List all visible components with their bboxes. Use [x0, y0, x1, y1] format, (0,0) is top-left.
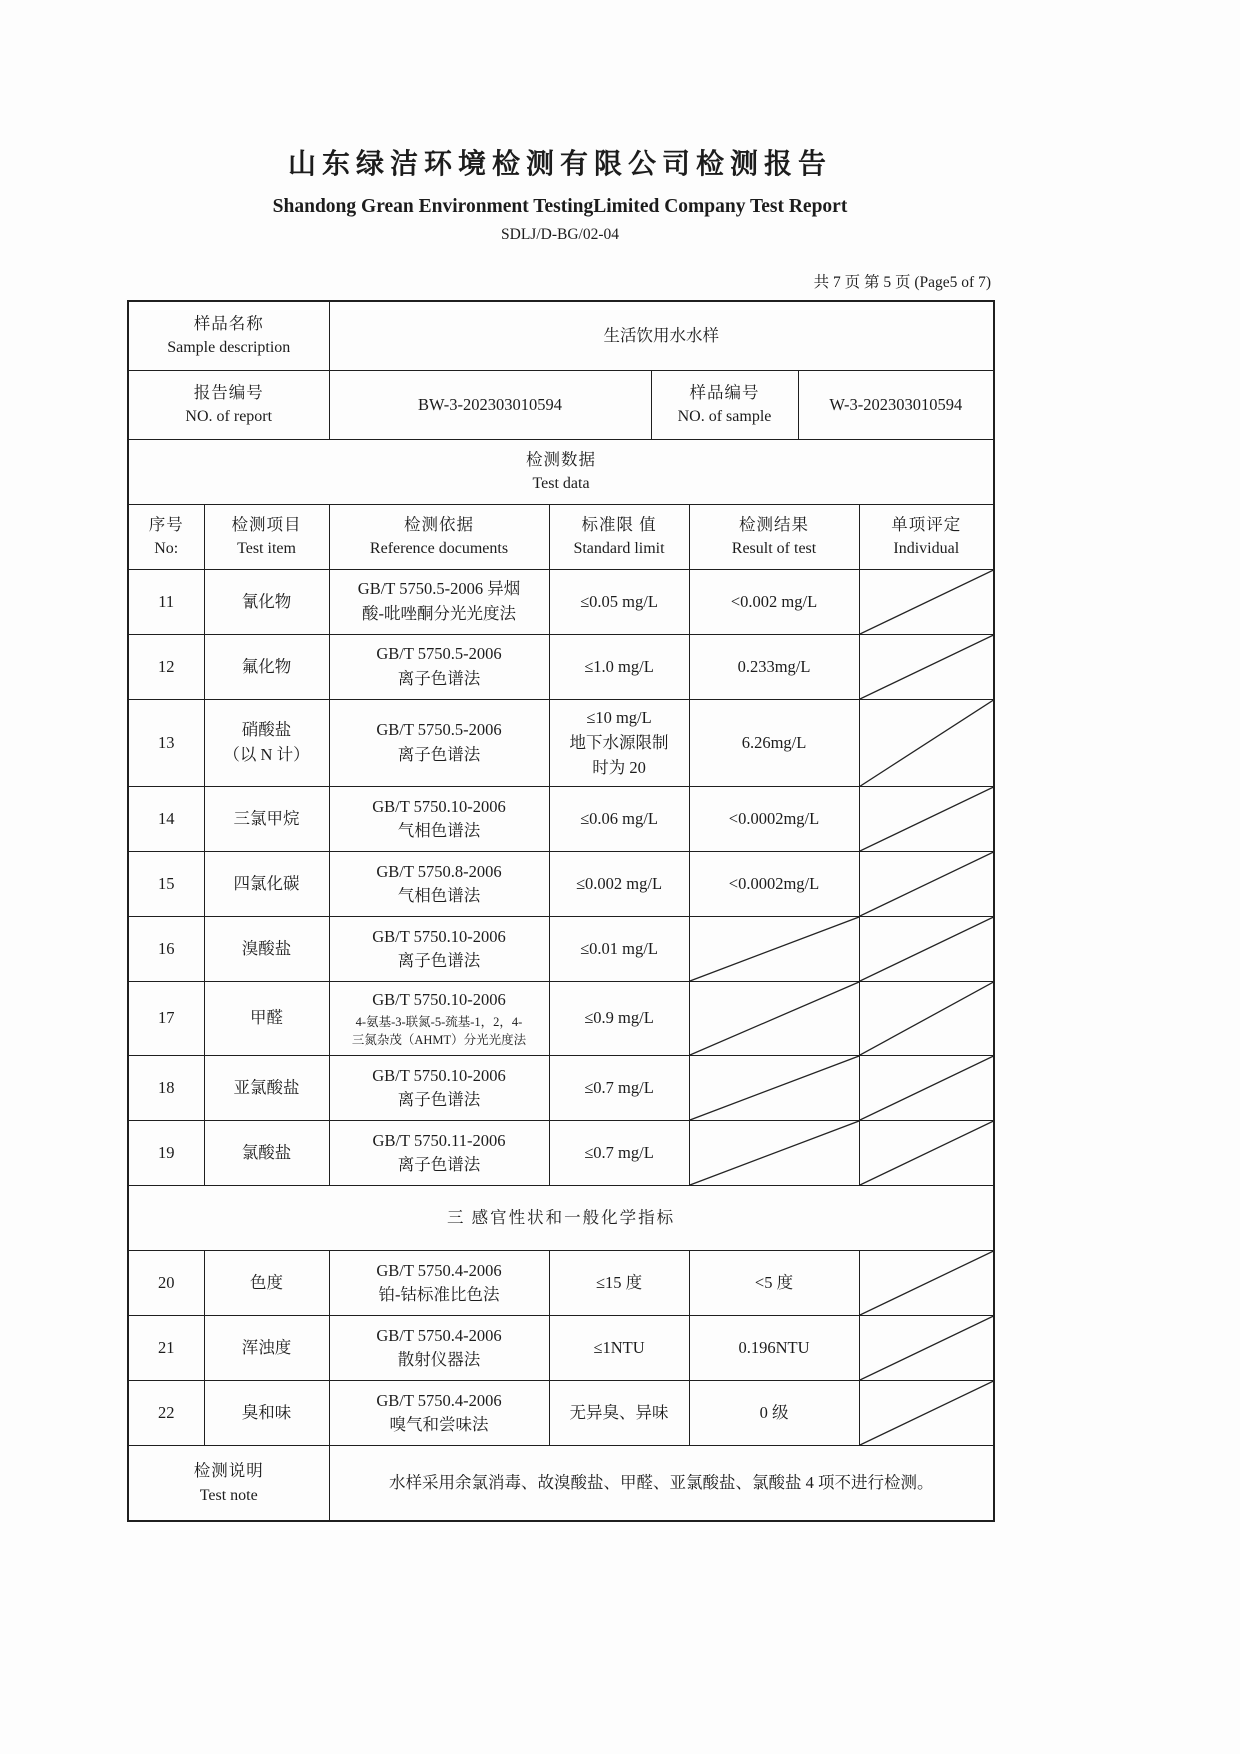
test-result — [689, 982, 859, 1056]
data-row — [128, 1121, 994, 1186]
test-result: <5 度 — [689, 1251, 859, 1316]
standard-limit: ≤0.7 mg/L — [549, 1121, 689, 1186]
row-no: 18 — [128, 1056, 204, 1121]
row-no: 13 — [128, 700, 204, 787]
reference-documents: GB/T 5750.11-2006 离子色谱法 — [329, 1121, 549, 1186]
col-ref-zh: 检测依据 — [404, 514, 474, 534]
row-no: 22 — [128, 1381, 204, 1446]
test-item: 四氯化碳 — [204, 852, 329, 917]
sample-description-row — [128, 301, 994, 371]
reference-documents: GB/T 5750.5-2006 异烟 酸-吡唑酮分光光度法 — [329, 570, 549, 635]
individual-evaluation — [859, 1056, 994, 1121]
test-item: 氟化物 — [204, 635, 329, 700]
section-label: 三 感官性状和一般化学指标 — [128, 1186, 994, 1251]
test-item: 臭和味 — [204, 1381, 329, 1446]
slash-line — [690, 1056, 859, 1120]
slash-line — [860, 852, 994, 916]
individual-evaluation — [859, 787, 994, 852]
test-data-title — [128, 440, 994, 505]
report-no-label-zh: 报告编号 — [193, 382, 264, 402]
test-result: 6.26mg/L — [689, 700, 859, 787]
reference-documents: GB/T 5750.8-2006 气相色谱法 — [329, 852, 549, 917]
slash-line — [690, 917, 859, 981]
col-header-no — [128, 505, 204, 570]
col-limit-zh: 标准限 值 — [581, 514, 657, 534]
test-item: 浑浊度 — [204, 1316, 329, 1381]
col-no-zh: 序号 — [148, 514, 184, 534]
report-number-row — [128, 371, 994, 440]
reference-documents: GB/T 5750.10-2006 离子色谱法 — [329, 1056, 549, 1121]
sample-label-zh: 样品名称 — [193, 313, 264, 333]
reference-documents: GB/T 5750.5-2006 离子色谱法 — [329, 700, 549, 787]
col-limit-en: Standard limit — [573, 540, 665, 558]
slash-line — [860, 700, 994, 786]
page-indicator: 共 7 页 第 5 页 (Page5 of 7) — [813, 274, 991, 291]
test-result: 0.196NTU — [689, 1316, 859, 1381]
individual-evaluation — [859, 1316, 994, 1381]
reference-documents: GB/T 5750.4-2006 散射仪器法 — [329, 1316, 549, 1381]
test-data-title-row — [128, 440, 994, 505]
test-result: <0.0002mg/L — [689, 787, 859, 852]
standard-limit: ≤1.0 mg/L — [549, 635, 689, 700]
test-item: 硝酸盐 （以 N 计） — [204, 700, 329, 787]
test-data-en: Test data — [532, 475, 590, 493]
test-result: <0.0002mg/L — [689, 852, 859, 917]
col-individual-en: Individual — [893, 540, 960, 558]
test-note-row — [128, 1446, 994, 1522]
standard-limit: ≤0.05 mg/L — [549, 570, 689, 635]
test-item: 氯酸盐 — [204, 1121, 329, 1186]
slash-line — [690, 1121, 859, 1185]
row-no: 21 — [128, 1316, 204, 1381]
slash-line — [860, 982, 994, 1055]
individual-evaluation — [859, 570, 994, 635]
slash-line — [860, 917, 994, 981]
standard-limit: ≤0.002 mg/L — [549, 852, 689, 917]
sample-no-label — [651, 371, 798, 440]
test-data-zh: 检测数据 — [526, 449, 597, 469]
row-no: 19 — [128, 1121, 204, 1186]
data-row — [128, 700, 994, 787]
individual-evaluation — [859, 1251, 994, 1316]
col-item-en: Test item — [237, 540, 296, 558]
col-result-zh: 检测结果 — [739, 514, 809, 534]
individual-evaluation — [859, 635, 994, 700]
test-note-text: 水样采用余氯消毒、故溴酸盐、甲醛、亚氯酸盐、氯酸盐 4 项不进行检测。 — [329, 1446, 994, 1522]
reference-documents: GB/T 5750.10-2006 离子色谱法 — [329, 917, 549, 982]
test-result — [689, 1056, 859, 1121]
reference-documents: GB/T 5750.4-2006 嗅气和尝味法 — [329, 1381, 549, 1446]
note-label-zh: 检测说明 — [193, 1460, 264, 1480]
individual-evaluation — [859, 1381, 994, 1446]
col-ref-en: Reference documents — [369, 540, 509, 558]
report-no-label — [128, 371, 329, 440]
data-row — [128, 1381, 994, 1446]
test-item: 甲醛 — [204, 982, 329, 1056]
test-item: 溴酸盐 — [204, 917, 329, 982]
test-report-table — [127, 300, 995, 1522]
test-result: 0 级 — [689, 1381, 859, 1446]
slash-line — [860, 1121, 994, 1185]
data-row — [128, 917, 994, 982]
test-item: 氰化物 — [204, 570, 329, 635]
test-result: 0.233mg/L — [689, 635, 859, 700]
reference-documents: GB/T 5750.5-2006 离子色谱法 — [329, 635, 549, 700]
slash-line — [690, 982, 859, 1055]
reference-documents: GB/T 5750.10-2006 气相色谱法 — [329, 787, 549, 852]
row-no: 17 — [128, 982, 204, 1056]
row-no: 12 — [128, 635, 204, 700]
test-item: 亚氯酸盐 — [204, 1056, 329, 1121]
individual-evaluation — [859, 1121, 994, 1186]
slash-line — [860, 1316, 994, 1380]
data-row — [128, 1056, 994, 1121]
test-note-label — [128, 1446, 329, 1522]
slash-line — [860, 1381, 994, 1445]
report-no-value: BW-3-202303010594 — [329, 371, 651, 440]
report-no-label-en: NO. of report — [185, 408, 273, 426]
row-no: 15 — [128, 852, 204, 917]
row-no: 11 — [128, 570, 204, 635]
standard-limit: ≤0.7 mg/L — [549, 1056, 689, 1121]
row-no: 20 — [128, 1251, 204, 1316]
slash-line — [860, 787, 994, 851]
col-header-reference — [329, 505, 549, 570]
section-row — [128, 1186, 994, 1251]
col-header-result — [689, 505, 859, 570]
sample-description-label — [128, 301, 329, 371]
reference-documents: GB/T 5750.4-2006 铂-钴标准比色法 — [329, 1251, 549, 1316]
test-result: <0.002 mg/L — [689, 570, 859, 635]
test-item: 色度 — [204, 1251, 329, 1316]
individual-evaluation — [859, 917, 994, 982]
col-header-individual — [859, 505, 994, 570]
sample-no-label-en: NO. of sample — [677, 408, 772, 426]
data-row — [128, 982, 994, 1056]
col-no-en: No: — [154, 540, 179, 558]
report-page — [127, 142, 993, 1522]
test-result — [689, 917, 859, 982]
row-no: 14 — [128, 787, 204, 852]
data-row — [128, 635, 994, 700]
page-title: 山东绿洁环境检测有限公司检测报告 — [287, 149, 832, 180]
sample-no-value: W-3-202303010594 — [798, 371, 994, 440]
col-header-limit — [549, 505, 689, 570]
test-result — [689, 1121, 859, 1186]
slash-line — [860, 1056, 994, 1120]
standard-limit: ≤0.9 mg/L — [549, 982, 689, 1056]
data-row — [128, 787, 994, 852]
col-item-zh: 检测项目 — [231, 514, 302, 534]
standard-limit: ≤0.06 mg/L — [549, 787, 689, 852]
col-individual-zh: 单项评定 — [891, 514, 962, 534]
individual-evaluation — [859, 700, 994, 787]
test-item: 三氯甲烷 — [204, 787, 329, 852]
slash-line — [860, 1251, 994, 1315]
slash-line — [860, 570, 994, 634]
reference-documents: GB/T 5750.10-2006 4-氨基-3-联氮-5-巯基-1，2，4- 三氮杂茂（AHMT）分光光度法 — [329, 982, 549, 1056]
page-title-en: Shandong Grean Environment TestingLimited Company Test Report — [272, 196, 848, 217]
row-no: 16 — [128, 917, 204, 982]
data-row — [128, 1316, 994, 1381]
data-row — [128, 852, 994, 917]
note-label-en: Test note — [199, 1486, 258, 1504]
standard-limit: ≤10 mg/L 地下水源限制 时为 20 — [549, 700, 689, 787]
data-row — [128, 570, 994, 635]
data-row — [128, 1251, 994, 1316]
document-code: SDLJ/D-BG/02-04 — [501, 226, 619, 243]
slash-line — [860, 635, 994, 699]
standard-limit: ≤15 度 — [549, 1251, 689, 1316]
col-header-item — [204, 505, 329, 570]
standard-limit: 无异臭、异味 — [549, 1381, 689, 1446]
standard-limit: ≤0.01 mg/L — [549, 917, 689, 982]
col-result-en: Result of test — [731, 540, 817, 558]
column-header-row — [128, 505, 994, 570]
sample-no-label-zh: 样品编号 — [689, 382, 760, 402]
sample-label-en: Sample description — [167, 339, 291, 357]
individual-evaluation — [859, 982, 994, 1056]
sample-description-value: 生活饮用水水样 — [329, 301, 994, 371]
standard-limit: ≤1NTU — [549, 1316, 689, 1381]
individual-evaluation — [859, 852, 994, 917]
